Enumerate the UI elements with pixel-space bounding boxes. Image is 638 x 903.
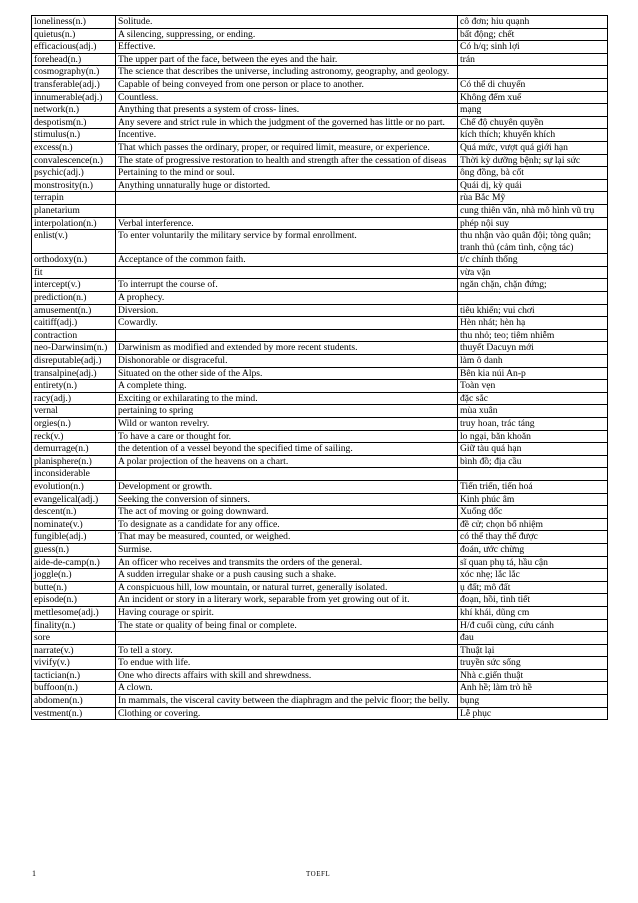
term-cell: buffoon(n.) bbox=[32, 682, 116, 695]
definition-cell bbox=[116, 329, 458, 342]
translation-cell: bình đồ; địa cầu bbox=[458, 455, 608, 468]
table-row bbox=[32, 53, 608, 66]
table-row bbox=[32, 468, 608, 481]
definition-cell: Pertaining to the mind or soul. bbox=[116, 167, 458, 180]
table-row bbox=[32, 392, 608, 405]
term-cell: network(n.) bbox=[32, 104, 116, 117]
term-cell: transalpine(adj.) bbox=[32, 367, 116, 380]
table-row bbox=[32, 581, 608, 594]
term-cell: vernal bbox=[32, 405, 116, 418]
table-row bbox=[32, 329, 608, 342]
translation-cell: truyền sức sống bbox=[458, 657, 608, 670]
term-cell: fungible(adj.) bbox=[32, 531, 116, 544]
table-row bbox=[32, 304, 608, 317]
term-cell: despotism(n.) bbox=[32, 116, 116, 129]
translation-cell: trán bbox=[458, 53, 608, 66]
translation-cell: cung thiên văn, nhà mô hình vũ trụ bbox=[458, 204, 608, 217]
translation-cell: khí khái, dũng cm bbox=[458, 606, 608, 619]
table-row bbox=[32, 682, 608, 695]
term-cell: orthodoxy(n.) bbox=[32, 254, 116, 267]
table-row bbox=[32, 266, 608, 279]
term-cell: sore bbox=[32, 632, 116, 645]
translation-cell: mạng bbox=[458, 104, 608, 117]
definition-cell: Wild or wanton revelry. bbox=[116, 418, 458, 431]
term-cell: contraction bbox=[32, 329, 116, 342]
table-row bbox=[32, 104, 608, 117]
table-row bbox=[32, 254, 608, 267]
definition-cell: To have a care or thought for. bbox=[116, 430, 458, 443]
table-row bbox=[32, 430, 608, 443]
translation-cell: Giữ tàu quá hạn bbox=[458, 443, 608, 456]
term-cell: descent(n.) bbox=[32, 506, 116, 519]
term-cell: butte(n.) bbox=[32, 581, 116, 594]
translation-cell: thu nhận vào quân đội; tòng quân; tranh thủ (cảm tình, cộng tác) bbox=[458, 230, 608, 254]
definition-cell: Having courage or spirit. bbox=[116, 606, 458, 619]
term-cell: episode(n.) bbox=[32, 594, 116, 607]
translation-cell: Hèn nhát; hèn hạ bbox=[458, 317, 608, 330]
translation-cell: Có h/q; sinh lợi bbox=[458, 41, 608, 54]
table-row bbox=[32, 217, 608, 230]
translation-cell: Kinh phúc âm bbox=[458, 493, 608, 506]
term-cell: monstrosity(n.) bbox=[32, 179, 116, 192]
table-row bbox=[32, 317, 608, 330]
translation-cell: rùa Bắc Mỹ bbox=[458, 192, 608, 205]
definition-cell bbox=[116, 266, 458, 279]
definition-cell: Seeking the conversion of sinners. bbox=[116, 493, 458, 506]
definition-cell: Diversion. bbox=[116, 304, 458, 317]
definition-cell: pertaining to spring bbox=[116, 405, 458, 418]
term-cell: fit bbox=[32, 266, 116, 279]
table-row bbox=[32, 367, 608, 380]
definition-cell: The state of progressive restoration to health and strength after the cessation of diseas bbox=[116, 154, 458, 167]
term-cell: neo-Darwinsim(n.) bbox=[32, 342, 116, 355]
definition-cell: A clown. bbox=[116, 682, 458, 695]
table-row bbox=[32, 230, 608, 254]
term-cell: caitiff(adj.) bbox=[32, 317, 116, 330]
definition-cell: That which passes the ordinary, proper, or required limit, measure, or experience. bbox=[116, 141, 458, 154]
definition-cell: Verbal interference. bbox=[116, 217, 458, 230]
definition-cell bbox=[116, 192, 458, 205]
definition-cell: In mammals, the visceral cavity between the diaphragm and the pelvic floor; the belly. bbox=[116, 695, 458, 708]
definition-cell: A conspicuous hill, low mountain, or natural turret, generally isolated. bbox=[116, 581, 458, 594]
translation-cell: làm ô danh bbox=[458, 355, 608, 368]
translation-cell: thuyết Dacuyn mới bbox=[458, 342, 608, 355]
definition-cell: Anything unnaturally huge or distorted. bbox=[116, 179, 458, 192]
table-row bbox=[32, 292, 608, 305]
definition-cell: That may be measured, counted, or weighed. bbox=[116, 531, 458, 544]
translation-cell: Chế độ chuyên quyền bbox=[458, 116, 608, 129]
translation-cell: xóc nhẹ; lắc lắc bbox=[458, 569, 608, 582]
definition-cell: Development or growth. bbox=[116, 480, 458, 493]
term-cell: convalescence(n.) bbox=[32, 154, 116, 167]
translation-cell: bất động; chết bbox=[458, 28, 608, 41]
definition-cell: A polar projection of the heavens on a chart. bbox=[116, 455, 458, 468]
translation-cell: sĩ quan phụ tá, hầu cận bbox=[458, 556, 608, 569]
translation-cell: ụ đất; mô đất bbox=[458, 581, 608, 594]
table-row bbox=[32, 669, 608, 682]
table-row bbox=[32, 355, 608, 368]
table-row bbox=[32, 518, 608, 531]
definition-cell: Incentive. bbox=[116, 129, 458, 142]
translation-cell: vừa vặn bbox=[458, 266, 608, 279]
table-row bbox=[32, 116, 608, 129]
table-row bbox=[32, 342, 608, 355]
table-row bbox=[32, 644, 608, 657]
vocabulary-table-body bbox=[32, 16, 608, 720]
translation-cell: mùa xuân bbox=[458, 405, 608, 418]
definition-cell: A complete thing. bbox=[116, 380, 458, 393]
table-row bbox=[32, 443, 608, 456]
vocabulary-table bbox=[31, 15, 608, 720]
translation-cell: đoán, ước chừng bbox=[458, 543, 608, 556]
table-row bbox=[32, 405, 608, 418]
term-cell: finality(n.) bbox=[32, 619, 116, 632]
term-cell: aide-de-camp(n.) bbox=[32, 556, 116, 569]
definition-cell: To interrupt the course of. bbox=[116, 279, 458, 292]
table-row bbox=[32, 154, 608, 167]
translation-cell bbox=[458, 468, 608, 481]
table-row bbox=[32, 66, 608, 79]
translation-cell: lo ngại, băn khoăn bbox=[458, 430, 608, 443]
term-cell: mettlesome(adj.) bbox=[32, 606, 116, 619]
table-row bbox=[32, 619, 608, 632]
definition-cell: Dishonorable or disgraceful. bbox=[116, 355, 458, 368]
definition-cell: A sudden irregular shake or a push causing such a shake. bbox=[116, 569, 458, 582]
definition-cell: A silencing, suppressing, or ending. bbox=[116, 28, 458, 41]
table-row bbox=[32, 167, 608, 180]
translation-cell: ông đồng, bà cốt bbox=[458, 167, 608, 180]
translation-cell: thu nhỏ; teo; tiêm nhiễm bbox=[458, 329, 608, 342]
footer-title: TOEFL bbox=[306, 870, 331, 878]
definition-cell: Exciting or exhilarating to the mind. bbox=[116, 392, 458, 405]
term-cell: intercept(v.) bbox=[32, 279, 116, 292]
term-cell: planetarium bbox=[32, 204, 116, 217]
definition-cell: Cowardly. bbox=[116, 317, 458, 330]
translation-cell: Nhà c.giến thuật bbox=[458, 669, 608, 682]
term-cell: enlist(v.) bbox=[32, 230, 116, 254]
definition-cell: An officer who receives and transmits the orders of the general. bbox=[116, 556, 458, 569]
table-row bbox=[32, 129, 608, 142]
table-row bbox=[32, 569, 608, 582]
translation-cell: Bên kia núi An-p bbox=[458, 367, 608, 380]
definition-cell: One who directs affairs with skill and shrewdness. bbox=[116, 669, 458, 682]
definition-cell: A prophecy. bbox=[116, 292, 458, 305]
table-row bbox=[32, 418, 608, 431]
term-cell: interpolation(n.) bbox=[32, 217, 116, 230]
term-cell: entirety(n.) bbox=[32, 380, 116, 393]
term-cell: tactician(n.) bbox=[32, 669, 116, 682]
term-cell: vivify(v.) bbox=[32, 657, 116, 670]
table-row bbox=[32, 480, 608, 493]
translation-cell: Quái dị, kỳ quái bbox=[458, 179, 608, 192]
term-cell: reck(v.) bbox=[32, 430, 116, 443]
table-row bbox=[32, 279, 608, 292]
definition-cell: The science that describes the universe, including astronomy, geography, and geology. bbox=[116, 66, 458, 79]
definition-cell: To tell a story. bbox=[116, 644, 458, 657]
term-cell: inconsiderable bbox=[32, 468, 116, 481]
table-row bbox=[32, 179, 608, 192]
table-row bbox=[32, 594, 608, 607]
translation-cell: Quá mức, vượt quá giới hạn bbox=[458, 141, 608, 154]
definition-cell: Acceptance of the common faith. bbox=[116, 254, 458, 267]
term-cell: prediction(n.) bbox=[32, 292, 116, 305]
page-number: 1 bbox=[32, 869, 36, 878]
definition-cell: Clothing or covering. bbox=[116, 707, 458, 720]
table-row bbox=[32, 543, 608, 556]
translation-cell: kích thích; khuyến khích bbox=[458, 129, 608, 142]
table-row bbox=[32, 16, 608, 29]
definition-cell: Capable of being conveyed from one person or place to another. bbox=[116, 78, 458, 91]
term-cell: innumerable(adj.) bbox=[32, 91, 116, 104]
translation-cell: có thể thay thế được bbox=[458, 531, 608, 544]
translation-cell: đề cử; chọn bổ nhiệm bbox=[458, 518, 608, 531]
table-row bbox=[32, 380, 608, 393]
term-cell: disreputable(adj.) bbox=[32, 355, 116, 368]
translation-cell: Lễ phục bbox=[458, 707, 608, 720]
definition-cell: Any severe and strict rule in which the judgment of the governed has little or no part. bbox=[116, 116, 458, 129]
definition-cell: Effective. bbox=[116, 41, 458, 54]
table-row bbox=[32, 28, 608, 41]
definition-cell: Countless. bbox=[116, 91, 458, 104]
definition-cell: An incident or story in a literary work, separable from yet growing out of it. bbox=[116, 594, 458, 607]
definition-cell: To designate as a candidate for any office. bbox=[116, 518, 458, 531]
translation-cell: tiêu khiển; vui chơi bbox=[458, 304, 608, 317]
definition-cell bbox=[116, 204, 458, 217]
term-cell: racy(adj.) bbox=[32, 392, 116, 405]
translation-cell: đau bbox=[458, 632, 608, 645]
translation-cell: Xuống dốc bbox=[458, 506, 608, 519]
table-row bbox=[32, 493, 608, 506]
definition-cell bbox=[116, 468, 458, 481]
table-row bbox=[32, 556, 608, 569]
table-row bbox=[32, 506, 608, 519]
term-cell: transferable(adj.) bbox=[32, 78, 116, 91]
definition-cell: Surmise. bbox=[116, 543, 458, 556]
translation-cell bbox=[458, 292, 608, 305]
term-cell: terrapin bbox=[32, 192, 116, 205]
table-row bbox=[32, 657, 608, 670]
term-cell: nominate(v.) bbox=[32, 518, 116, 531]
translation-cell: truy hoan, trác táng bbox=[458, 418, 608, 431]
term-cell: cosmography(n.) bbox=[32, 66, 116, 79]
term-cell: quietus(n.) bbox=[32, 28, 116, 41]
table-row bbox=[32, 455, 608, 468]
definition-cell: the detention of a vessel beyond the specified time of sailing. bbox=[116, 443, 458, 456]
table-row bbox=[32, 707, 608, 720]
definition-cell: Darwinism as modified and extended by more recent students. bbox=[116, 342, 458, 355]
definition-cell: Solitude. bbox=[116, 16, 458, 29]
definition-cell: To enter voluntarily the military service by formal enrollment. bbox=[116, 230, 458, 254]
table-row bbox=[32, 192, 608, 205]
translation-cell: Anh hề; làm trò hề bbox=[458, 682, 608, 695]
term-cell: vestment(n.) bbox=[32, 707, 116, 720]
term-cell: forehead(n.) bbox=[32, 53, 116, 66]
translation-cell: đoạn, hồi, tình tiết bbox=[458, 594, 608, 607]
term-cell: evangelical(adj.) bbox=[32, 493, 116, 506]
table-row bbox=[32, 695, 608, 708]
table-row bbox=[32, 204, 608, 217]
table-row bbox=[32, 91, 608, 104]
table-row bbox=[32, 632, 608, 645]
translation-cell: bụng bbox=[458, 695, 608, 708]
definition-cell: Situated on the other side of the Alps. bbox=[116, 367, 458, 380]
term-cell: demurrage(n.) bbox=[32, 443, 116, 456]
translation-cell: Có thể di chuyển bbox=[458, 78, 608, 91]
translation-cell: Tiến triển, tiến hoá bbox=[458, 480, 608, 493]
term-cell: efficacious(adj.) bbox=[32, 41, 116, 54]
term-cell: narrate(v.) bbox=[32, 644, 116, 657]
definition-cell: The act of moving or going downward. bbox=[116, 506, 458, 519]
definition-cell: Anything that presents a system of cross- lines. bbox=[116, 104, 458, 117]
definition-cell: The state or quality of being final or complete. bbox=[116, 619, 458, 632]
term-cell: stimulus(n.) bbox=[32, 129, 116, 142]
table-row bbox=[32, 41, 608, 54]
translation-cell: Thời kỳ dưỡng bệnh; sự lại sức bbox=[458, 154, 608, 167]
definition-cell: To endue with life. bbox=[116, 657, 458, 670]
translation-cell: phép nội suy bbox=[458, 217, 608, 230]
definition-cell bbox=[116, 632, 458, 645]
translation-cell bbox=[458, 66, 608, 79]
translation-cell: cô đơn; hiu quạnh bbox=[458, 16, 608, 29]
translation-cell: ngăn chặn, chặn đứng; bbox=[458, 279, 608, 292]
translation-cell: Không đếm xuể bbox=[458, 91, 608, 104]
definition-cell: The upper part of the face, between the eyes and the hair. bbox=[116, 53, 458, 66]
translation-cell: Toàn vẹn bbox=[458, 380, 608, 393]
term-cell: abdomen(n.) bbox=[32, 695, 116, 708]
table-row bbox=[32, 531, 608, 544]
term-cell: evolution(n.) bbox=[32, 480, 116, 493]
table-row bbox=[32, 141, 608, 154]
term-cell: guess(n.) bbox=[32, 543, 116, 556]
table-row bbox=[32, 78, 608, 91]
term-cell: planisphere(n.) bbox=[32, 455, 116, 468]
term-cell: excess(n.) bbox=[32, 141, 116, 154]
term-cell: amusement(n.) bbox=[32, 304, 116, 317]
table-row bbox=[32, 606, 608, 619]
term-cell: joggle(n.) bbox=[32, 569, 116, 582]
term-cell: orgies(n.) bbox=[32, 418, 116, 431]
term-cell: psychic(adj.) bbox=[32, 167, 116, 180]
translation-cell: đặc sắc bbox=[458, 392, 608, 405]
term-cell: loneliness(n.) bbox=[32, 16, 116, 29]
translation-cell: H/đ cuối cùng, cứu cánh bbox=[458, 619, 608, 632]
translation-cell: Thuật lại bbox=[458, 644, 608, 657]
translation-cell: t/c chính thống bbox=[458, 254, 608, 267]
